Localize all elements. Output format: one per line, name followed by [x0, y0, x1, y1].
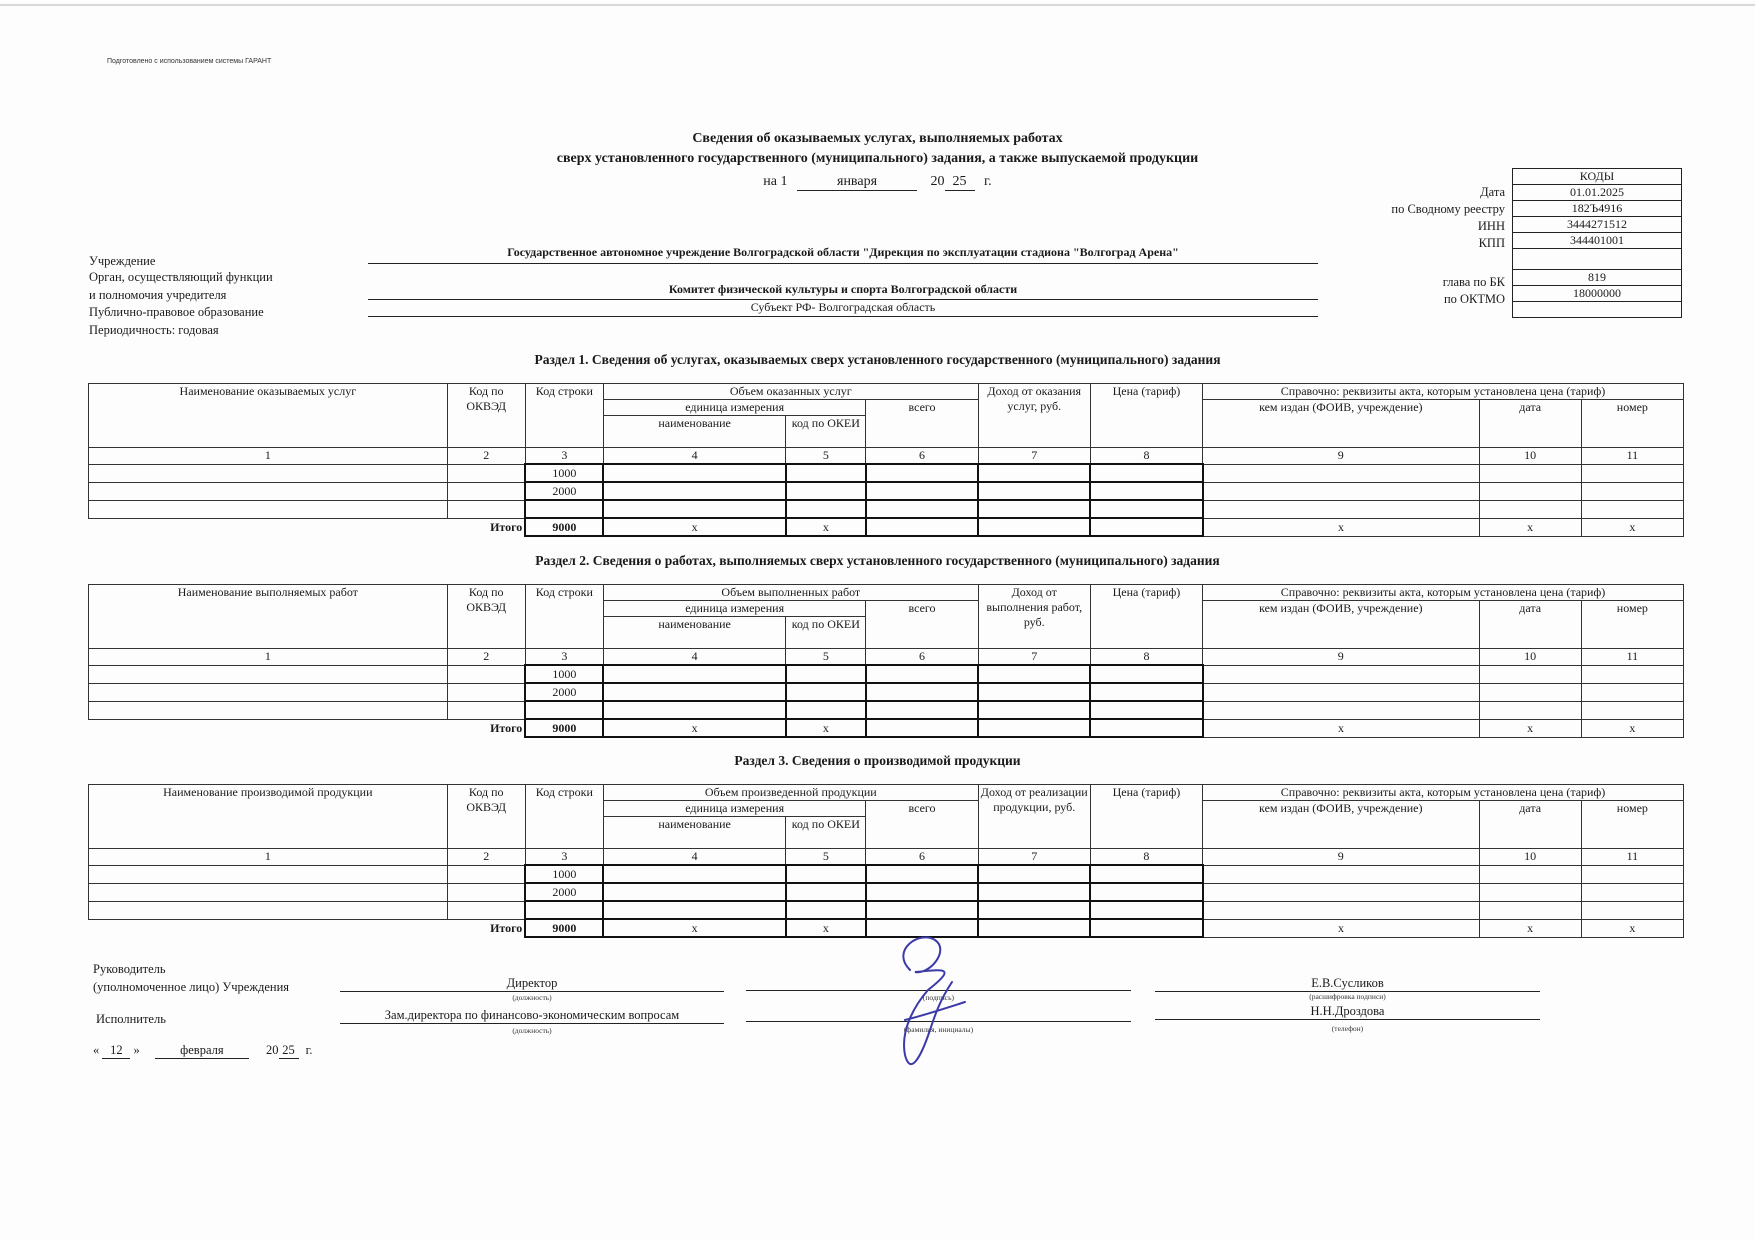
handwritten-signature: [880, 930, 1000, 1080]
row-okved-cell[interactable]: [447, 482, 525, 500]
row-value-cell[interactable]: [1090, 683, 1202, 701]
table-row: [89, 665, 1684, 683]
row-value-cell[interactable]: [1090, 883, 1202, 901]
row-value-cell[interactable]: [1581, 665, 1683, 683]
entity-value: Субъект РФ- Волгоградская область: [368, 300, 1318, 317]
row-value-cell[interactable]: [1203, 665, 1480, 683]
row-value-cell[interactable]: [1090, 665, 1202, 683]
row-value-cell[interactable]: [603, 683, 785, 701]
row-value-cell[interactable]: [1581, 500, 1683, 518]
col-number: 7: [978, 448, 1090, 465]
col-number: 8: [1090, 849, 1202, 866]
hdr-date: дата: [1479, 400, 1581, 448]
row-okved-cell[interactable]: [447, 464, 525, 482]
row-value-cell[interactable]: [866, 464, 978, 482]
section-1-table: [88, 383, 1684, 537]
itogo-code: 9000: [525, 719, 603, 737]
itogo-label: Итого: [89, 719, 526, 737]
hdr-name: Наименование производимой продукции: [89, 785, 448, 849]
hdr-okved: Код по ОКВЭД: [447, 384, 525, 448]
col-number: 5: [786, 448, 866, 465]
col-number: 4: [603, 649, 785, 666]
head-label-1: Руководитель: [93, 962, 166, 976]
row-okved-cell[interactable]: [447, 883, 525, 901]
hdr-line-code: Код строки: [525, 384, 603, 448]
itogo-price[interactable]: [1090, 719, 1202, 737]
row-name-cell[interactable]: [89, 901, 448, 919]
col-number: 2: [447, 849, 525, 866]
row-value-cell[interactable]: [1479, 701, 1581, 719]
as-of-g: г.: [984, 174, 992, 189]
row-value-cell[interactable]: [603, 464, 785, 482]
exec-name: Н.Н.Дроздова: [1155, 1004, 1540, 1020]
row-name-cell[interactable]: [89, 865, 448, 883]
itogo-x: x: [1203, 719, 1480, 737]
row-value-cell[interactable]: [786, 482, 866, 500]
row-value-cell[interactable]: [603, 701, 785, 719]
row-value-cell[interactable]: [786, 464, 866, 482]
row-value-cell[interactable]: [1203, 500, 1480, 518]
col-number: 8: [1090, 649, 1202, 666]
row-value-cell[interactable]: [978, 883, 1090, 901]
exec-label: Исполнитель: [96, 1012, 166, 1026]
itogo-price[interactable]: [1090, 919, 1202, 937]
form-title-line-1: Сведения об оказываемых услугах, выполняемых работах: [692, 131, 1063, 146]
hdr-unit-name: наименование: [603, 416, 785, 448]
cap-fio: (фамилия, инициалы): [903, 1025, 974, 1034]
row-name-cell[interactable]: [89, 464, 448, 482]
row-value-cell[interactable]: [603, 500, 785, 518]
row-value-cell[interactable]: [786, 683, 866, 701]
row-value-cell[interactable]: [1203, 464, 1480, 482]
row-okved-cell[interactable]: [447, 865, 525, 883]
row-name-cell[interactable]: [89, 701, 448, 719]
itogo-x: x: [1203, 518, 1480, 536]
code-kpp: 344401001: [1513, 233, 1682, 249]
row-value-cell[interactable]: [1090, 500, 1202, 518]
hdr-number: номер: [1581, 801, 1683, 849]
itogo-income[interactable]: [978, 719, 1090, 737]
col-number: 2: [447, 448, 525, 465]
col-number: 10: [1479, 849, 1581, 866]
scan-edge: [0, 4, 1755, 6]
col-number: 10: [1479, 649, 1581, 666]
row-value-cell[interactable]: [1581, 482, 1683, 500]
row-value-cell[interactable]: [1203, 482, 1480, 500]
itogo-total[interactable]: [866, 518, 978, 536]
itogo-x: x: [603, 919, 785, 937]
section-3-title: Раздел 3. Сведения о производимой продукции: [734, 753, 1021, 768]
itogo-code: 9000: [525, 518, 603, 536]
cap-position-2: (должность): [512, 1026, 552, 1035]
itogo-code: 9000: [525, 919, 603, 937]
row-value-cell[interactable]: [1581, 883, 1683, 901]
hdr-issuer: кем издан (ФОИВ, учреждение): [1203, 801, 1480, 849]
row-value-cell[interactable]: [978, 865, 1090, 883]
head-position: Директор: [340, 976, 724, 992]
total-row: [89, 518, 1684, 536]
itogo-x: x: [1479, 719, 1581, 737]
code-empty-2: [1513, 302, 1682, 318]
cap-signature: (подпись): [922, 993, 955, 1002]
row-value-cell[interactable]: [1479, 883, 1581, 901]
row-okved-cell[interactable]: [447, 683, 525, 701]
row-value-cell[interactable]: [1203, 701, 1480, 719]
hdr-line-code: Код строки: [525, 585, 603, 649]
row-code-cell: 1000: [525, 865, 603, 883]
table-row: [89, 464, 1684, 482]
row-code-cell: 2000: [525, 482, 603, 500]
section-2-title: Раздел 2. Сведения о работах, выполняемых сверх установленного государственного (муниципального) задания: [535, 553, 1220, 568]
hdr-total: всего: [866, 601, 978, 649]
hdr-date: дата: [1479, 601, 1581, 649]
row-name-cell[interactable]: [89, 665, 448, 683]
itogo-x: x: [1581, 518, 1683, 536]
garant-watermark: Подготовлено с использованием системы ГАРАНТ: [107, 58, 272, 65]
hdr-okei: код по ОКЕИ: [786, 617, 866, 649]
row-value-cell[interactable]: [866, 500, 978, 518]
row-value-cell[interactable]: [603, 482, 785, 500]
entity-label: Публично-правовое образование: [89, 305, 264, 319]
institution-value: Государственное автономное учреждение Волгоградской области "Дирекция по эксплуатации стадиона "Волгоград Арена": [368, 245, 1318, 264]
row-code-cell: 2000: [525, 883, 603, 901]
hdr-price: Цена (тариф): [1090, 785, 1202, 849]
codes-labels: [1345, 168, 1505, 308]
row-value-cell[interactable]: [1479, 865, 1581, 883]
form-title-line-2: сверх установленного государственного (муниципального) задания, а также выпускаемой продукции: [556, 151, 1199, 166]
row-okved-cell[interactable]: [447, 701, 525, 719]
itogo-x: x: [603, 518, 785, 536]
row-name-cell[interactable]: [89, 883, 448, 901]
head-name: Е.В.Сусликов: [1155, 976, 1540, 992]
row-value-cell[interactable]: [1479, 683, 1581, 701]
hdr-reference: Справочно: реквизиты акта, которым установлена цена (тариф): [1203, 384, 1684, 400]
row-name-cell[interactable]: [89, 482, 448, 500]
itogo-x: x: [1581, 919, 1683, 937]
cap-decode: (расшифровка подписи): [1309, 992, 1386, 1001]
row-value-cell[interactable]: [978, 482, 1090, 500]
cap-position-1: (должность): [512, 993, 552, 1002]
row-value-cell[interactable]: [866, 701, 978, 719]
row-value-cell[interactable]: [978, 683, 1090, 701]
row-code-cell: 1000: [525, 665, 603, 683]
row-value-cell[interactable]: [978, 464, 1090, 482]
col-number: 3: [525, 448, 603, 465]
col-number: 1: [89, 649, 448, 666]
code-empty-1: [1513, 249, 1682, 270]
col-number: 6: [866, 849, 978, 866]
row-value-cell[interactable]: [603, 665, 785, 683]
row-value-cell[interactable]: [1581, 701, 1683, 719]
col-number: 10: [1479, 448, 1581, 465]
hdr-unit: единица измерения: [603, 400, 865, 416]
as-of-month: января: [797, 174, 917, 191]
hdr-number: номер: [1581, 400, 1683, 448]
hdr-volume: Объем оказанных услуг: [603, 384, 978, 400]
itogo-label: Итого: [89, 919, 526, 937]
row-value-cell[interactable]: [1479, 901, 1581, 919]
as-of-prefix: на 1: [763, 174, 788, 189]
col-number: 1: [89, 849, 448, 866]
col-number: 11: [1581, 849, 1683, 866]
col-number: 4: [603, 849, 785, 866]
row-value-cell[interactable]: [1479, 500, 1581, 518]
table-row: [89, 901, 1684, 919]
row-value-cell[interactable]: [603, 883, 785, 901]
sign-date-open: «: [93, 1043, 100, 1057]
row-value-cell[interactable]: [1581, 683, 1683, 701]
row-value-cell[interactable]: [978, 901, 1090, 919]
row-name-cell[interactable]: [89, 683, 448, 701]
row-value-cell[interactable]: [866, 865, 978, 883]
institution-label: Учреждение: [89, 254, 156, 268]
row-value-cell[interactable]: [866, 901, 978, 919]
row-name-cell[interactable]: [89, 500, 448, 518]
col-number: 6: [866, 649, 978, 666]
sign-date-day: 12: [102, 1043, 130, 1059]
row-value-cell[interactable]: [1479, 665, 1581, 683]
col-number: 3: [525, 849, 603, 866]
code-date: 01.01.2025: [1513, 185, 1682, 201]
col-number: 6: [866, 448, 978, 465]
row-okved-cell[interactable]: [447, 901, 525, 919]
codes-label-inn: ИНН: [1477, 219, 1505, 233]
row-value-cell[interactable]: [1203, 901, 1480, 919]
sign-date-year-prefix: 20: [266, 1043, 279, 1057]
section-2-table: [88, 584, 1684, 738]
table-row: [89, 683, 1684, 701]
codes-label-registry: по Сводному реестру: [1391, 202, 1505, 216]
itogo-label: Итого: [89, 518, 526, 536]
itogo-x: x: [1479, 919, 1581, 937]
row-value-cell[interactable]: [1090, 865, 1202, 883]
hdr-reference: Справочно: реквизиты акта, которым установлена цена (тариф): [1203, 585, 1684, 601]
as-of-year-suffix: 25: [945, 174, 975, 191]
founder-label-1: Орган, осуществляющий функции: [89, 270, 273, 284]
hdr-issuer: кем издан (ФОИВ, учреждение): [1203, 400, 1480, 448]
itogo-x: x: [1581, 719, 1683, 737]
cap-phone: (телефон): [1331, 1024, 1364, 1033]
codes-table: [1512, 168, 1682, 318]
hdr-unit-name: наименование: [603, 617, 785, 649]
founder-value: Комитет физической культуры и спорта Волгоградской области: [368, 282, 1318, 300]
row-value-cell[interactable]: [978, 701, 1090, 719]
codes-label-oktmo: по ОКТМО: [1443, 292, 1505, 306]
hdr-number: номер: [1581, 601, 1683, 649]
itogo-x: x: [1203, 919, 1480, 937]
itogo-x: x: [786, 719, 866, 737]
row-value-cell[interactable]: [1090, 464, 1202, 482]
row-value-cell[interactable]: [786, 701, 866, 719]
sign-date: [93, 1043, 312, 1059]
col-number: 9: [1203, 649, 1480, 666]
itogo-price[interactable]: [1090, 518, 1202, 536]
sign-date-g: г.: [305, 1043, 313, 1057]
hdr-okved: Код по ОКВЭД: [447, 585, 525, 649]
col-number: 4: [603, 448, 785, 465]
row-value-cell[interactable]: [786, 665, 866, 683]
row-code-cell: [525, 500, 603, 518]
sign-date-year-suffix: 25: [279, 1043, 299, 1059]
hdr-unit: единица измерения: [603, 801, 865, 817]
col-number: 8: [1090, 448, 1202, 465]
col-number: 9: [1203, 448, 1480, 465]
sign-date-close: »: [133, 1043, 140, 1057]
codes-label-date: Дата: [1480, 185, 1505, 199]
head-label-2: (уполномоченное лицо) Учреждения: [93, 980, 290, 994]
row-value-cell[interactable]: [978, 500, 1090, 518]
hdr-total: всего: [866, 801, 978, 849]
exec-position: Зам.директора по финансово-экономическим вопросам: [340, 1008, 724, 1024]
row-value-cell[interactable]: [1581, 464, 1683, 482]
row-value-cell[interactable]: [1479, 464, 1581, 482]
hdr-unit-name: наименование: [603, 817, 785, 849]
col-number: 11: [1581, 448, 1683, 465]
section-3-table: [88, 784, 1684, 938]
row-value-cell[interactable]: [1203, 683, 1480, 701]
code-bk: 819: [1513, 270, 1682, 286]
hdr-line-code: Код строки: [525, 785, 603, 849]
col-number: 7: [978, 849, 1090, 866]
code-oktmo: 18000000: [1513, 286, 1682, 302]
table-row: [89, 701, 1684, 719]
hdr-name: Наименование оказываемых услуг: [89, 384, 448, 448]
row-value-cell[interactable]: [1203, 883, 1480, 901]
hdr-okei: код по ОКЕИ: [786, 817, 866, 849]
col-number: 3: [525, 649, 603, 666]
row-code-cell: [525, 701, 603, 719]
row-okved-cell[interactable]: [447, 500, 525, 518]
hdr-income: Доход от реализации продукции, руб.: [978, 785, 1090, 849]
hdr-okei: код по ОКЕИ: [786, 416, 866, 448]
table-row: [89, 500, 1684, 518]
codes-label-bk: глава по БК: [1442, 275, 1505, 289]
row-value-cell[interactable]: [786, 865, 866, 883]
period-label: Периодичность: годовая: [89, 323, 219, 337]
hdr-okved: Код по ОКВЭД: [447, 785, 525, 849]
row-value-cell[interactable]: [1090, 482, 1202, 500]
itogo-x: x: [786, 518, 866, 536]
itogo-x: x: [603, 719, 785, 737]
code-inn: 3444271512: [1513, 217, 1682, 233]
table-row: [89, 883, 1684, 901]
hdr-price: Цена (тариф): [1090, 585, 1202, 649]
col-number: 5: [786, 849, 866, 866]
row-value-cell[interactable]: [1203, 865, 1480, 883]
itogo-x: x: [786, 919, 866, 937]
hdr-date: дата: [1479, 801, 1581, 849]
hdr-issuer: кем издан (ФОИВ, учреждение): [1203, 601, 1480, 649]
col-number: 2: [447, 649, 525, 666]
code-registry: 182Ъ4916: [1513, 201, 1682, 217]
row-value-cell[interactable]: [786, 901, 866, 919]
hdr-income: Доход от оказания услуг, руб.: [978, 384, 1090, 448]
hdr-volume: Объем выполненных работ: [603, 585, 978, 601]
col-number: 11: [1581, 649, 1683, 666]
hdr-price: Цена (тариф): [1090, 384, 1202, 448]
col-number: 1: [89, 448, 448, 465]
hdr-total: всего: [866, 400, 978, 448]
row-value-cell[interactable]: [786, 883, 866, 901]
row-value-cell[interactable]: [1479, 482, 1581, 500]
row-value-cell[interactable]: [866, 883, 978, 901]
hdr-unit: единица измерения: [603, 601, 865, 617]
hdr-income: Доход от выполнения работ, руб.: [978, 585, 1090, 649]
row-value-cell[interactable]: [786, 500, 866, 518]
row-value-cell[interactable]: [866, 482, 978, 500]
itogo-income[interactable]: [978, 518, 1090, 536]
row-value-cell[interactable]: [603, 901, 785, 919]
table-row: [89, 865, 1684, 883]
row-okved-cell[interactable]: [447, 665, 525, 683]
as-of-year-prefix: 20: [930, 174, 945, 189]
hdr-reference: Справочно: реквизиты акта, которым установлена цена (тариф): [1203, 785, 1684, 801]
row-value-cell[interactable]: [978, 665, 1090, 683]
codes-header: КОДЫ: [1513, 169, 1682, 185]
sign-date-month: февраля: [155, 1043, 249, 1059]
col-number: 5: [786, 649, 866, 666]
total-row: [89, 719, 1684, 737]
itogo-x: x: [1479, 518, 1581, 536]
hdr-volume: Объем произведенной продукции: [603, 785, 978, 801]
row-code-cell: 2000: [525, 683, 603, 701]
row-value-cell[interactable]: [866, 665, 978, 683]
row-value-cell[interactable]: [603, 865, 785, 883]
hdr-name: Наименование выполняемых работ: [89, 585, 448, 649]
col-number: 9: [1203, 849, 1480, 866]
row-value-cell[interactable]: [1090, 701, 1202, 719]
row-code-cell: [525, 901, 603, 919]
row-value-cell[interactable]: [866, 683, 978, 701]
founder-label-2: и полномочия учредителя: [89, 288, 227, 302]
itogo-total[interactable]: [866, 719, 978, 737]
codes-label-kpp: КПП: [1478, 236, 1505, 250]
table-row: [89, 482, 1684, 500]
section-1-title: Раздел 1. Сведения об услугах, оказываемых сверх установленного государственного (муниципального) задания: [534, 352, 1221, 367]
row-value-cell[interactable]: [1581, 901, 1683, 919]
col-number: 7: [978, 649, 1090, 666]
row-value-cell[interactable]: [1090, 901, 1202, 919]
row-code-cell: 1000: [525, 464, 603, 482]
row-value-cell[interactable]: [1581, 865, 1683, 883]
